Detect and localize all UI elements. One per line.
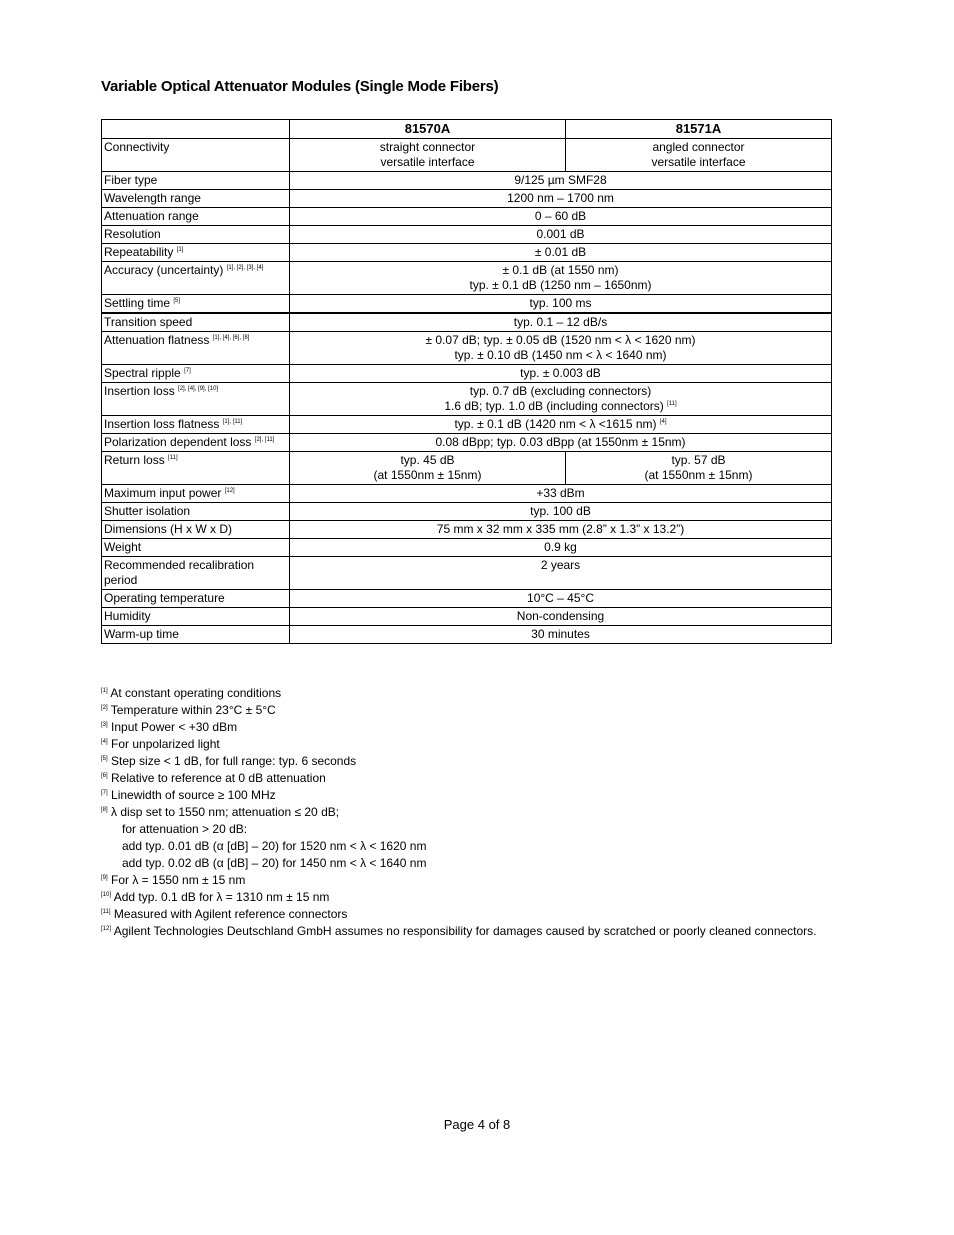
- cell-line: [292, 486, 829, 501]
- cell-text: Non-condensing: [516, 609, 605, 623]
- footnote-reference: [12]: [224, 488, 235, 494]
- cell-text: typ. ± 0.1 dB (1250 nm – 1650nm): [469, 278, 652, 292]
- table-row: [102, 608, 832, 626]
- table-row: [102, 365, 832, 383]
- table-row: [102, 539, 832, 557]
- cell-text: typ. 57 dB: [671, 453, 726, 467]
- value-cell: [290, 557, 832, 590]
- footnote-text: add typ. 0.02 dB (α [dB] – 20) for 1450 nm < λ < 1640 nm: [122, 856, 427, 870]
- table-body: [102, 139, 832, 644]
- header-blank: [102, 120, 290, 139]
- parameter-name: Insertion loss: [104, 384, 175, 398]
- footnote-reference: [11]: [168, 455, 178, 461]
- parameter-cell: [102, 262, 290, 295]
- table-row: [102, 485, 832, 503]
- value-cell-81571a: [566, 139, 832, 172]
- page-title: Variable Optical Attenuator Modules (Single Mode Fibers): [101, 78, 499, 95]
- cell-line: [292, 627, 829, 642]
- footnote-text: Temperature within 23°C ± 5°C: [110, 703, 276, 717]
- cell-text: 9/125 µm SMF28: [514, 173, 607, 187]
- parameter-name: Repeatability: [104, 245, 174, 259]
- cell-line: [292, 558, 829, 573]
- table-row: [102, 190, 832, 208]
- footnote-text: Measured with Agilent reference connectors: [113, 907, 348, 921]
- parameter-name: Polarization dependent loss: [104, 435, 252, 449]
- footnote-text: Relative to reference at 0 dB attenuation: [111, 771, 326, 785]
- cell-text: typ. 100 dB: [530, 504, 591, 518]
- footnote-reference: [11]: [667, 401, 677, 407]
- parameter-name: Return loss: [104, 453, 165, 467]
- cell-line: [292, 245, 829, 260]
- cell-text: typ. 45 dB: [400, 453, 455, 467]
- table-row: [102, 521, 832, 539]
- parameter-cell: [102, 485, 290, 503]
- cell-text: +33 dBm: [536, 486, 585, 500]
- parameter-name: Attenuation range: [104, 209, 199, 223]
- cell-text: straight connector: [379, 140, 476, 154]
- footnote-item: [101, 770, 817, 787]
- value-cell: [290, 295, 832, 314]
- cell-line: [292, 540, 829, 555]
- parameter-name: Attenuation flatness: [104, 333, 210, 347]
- footnote-reference: [7]: [184, 368, 191, 374]
- footnote-reference: [1], [4], [6], [8]: [212, 335, 250, 341]
- parameter-name: Operating temperature: [104, 591, 225, 605]
- cell-text: 30 minutes: [531, 627, 590, 641]
- cell-text: ± 0.01 dB: [534, 245, 587, 259]
- value-cell: [290, 434, 832, 452]
- cell-line: [292, 173, 829, 188]
- cell-text: ± 0.1 dB (at 1550 nm): [502, 263, 619, 277]
- footnote-reference: [5]: [101, 756, 108, 762]
- cell-line: [292, 399, 829, 414]
- footnote-item: [101, 855, 817, 872]
- parameter-name: Connectivity: [104, 140, 170, 154]
- footnotes: [101, 685, 817, 940]
- footnote-text: Input Power < +30 dBm: [111, 720, 238, 734]
- header-81570a: 81570A: [290, 120, 566, 139]
- cell-text: typ. 100 ms: [529, 296, 592, 310]
- cell-text: angled connector: [652, 140, 745, 154]
- parameter-cell: [102, 539, 290, 557]
- footnote-reference: [2], [11]: [254, 437, 275, 443]
- parameter-cell: [102, 244, 290, 262]
- cell-line: [292, 453, 563, 468]
- cell-text: 0 – 60 dB: [534, 209, 587, 223]
- value-cell-81570a: [290, 139, 566, 172]
- cell-line: [292, 348, 829, 363]
- cell-text: 0.9 kg: [544, 540, 577, 554]
- cell-line: [292, 278, 829, 293]
- parameter-name: Spectral ripple: [104, 366, 181, 380]
- footnote-item: [101, 804, 817, 821]
- value-cell: [290, 416, 832, 434]
- specifications-table: [101, 119, 832, 644]
- cell-line: [292, 333, 829, 348]
- table-row: [102, 295, 832, 314]
- parameter-name: Wavelength range: [104, 191, 201, 205]
- cell-line: [292, 591, 829, 606]
- value-cell: [290, 383, 832, 416]
- cell-text: typ. ± 0.1 dB (1420 nm < λ <1615 nm): [454, 417, 657, 431]
- parameter-name: Weight: [104, 540, 142, 554]
- footnote-text: Agilent Technologies Deutschland GmbH assumes no responsibility for damages caused by scratched or poorly cleaned connectors.: [113, 924, 817, 938]
- cell-line: [568, 140, 829, 155]
- footnote-text: for attenuation > 20 dB:: [122, 822, 248, 836]
- footnote-reference: [5]: [173, 298, 181, 304]
- table-row: [102, 208, 832, 226]
- table-row: [102, 226, 832, 244]
- cell-text: 1.6 dB; typ. 1.0 dB (including connectors): [444, 399, 664, 413]
- value-cell: [290, 608, 832, 626]
- parameter-name: Dimensions (H x W x D): [104, 522, 233, 536]
- cell-line: [292, 227, 829, 242]
- footnote-item: [101, 736, 817, 753]
- parameter-name: Resolution: [104, 227, 161, 241]
- cell-text: 0.08 dBpp; typ. 0.03 dBpp (at 1550nm ± 15nm): [435, 435, 686, 449]
- footnote-text: Add typ. 0.1 dB for λ = 1310 nm ± 15 nm: [113, 890, 330, 904]
- cell-line: [292, 140, 563, 155]
- table-row: [102, 452, 832, 485]
- cell-text: (at 1550nm ± 15nm): [644, 468, 753, 482]
- cell-line: [292, 504, 829, 519]
- cell-text: ± 0.07 dB; typ. ± 0.05 dB (1520 nm < λ < 1620 nm): [425, 333, 696, 347]
- table-row: [102, 557, 832, 590]
- parameter-name: Settling time: [104, 296, 171, 310]
- parameter-cell: [102, 365, 290, 383]
- table-row: [102, 244, 832, 262]
- value-cell: [290, 226, 832, 244]
- table-row: [102, 590, 832, 608]
- cell-text: 75 mm x 32 mm x 335 mm (2.8” x 1.3” x 13.2”): [436, 522, 685, 536]
- table-row: [102, 332, 832, 365]
- parameter-name: Accuracy (uncertainty): [104, 263, 224, 277]
- footnote-text: λ disp set to 1550 nm; attenuation ≤ 20 dB;: [111, 805, 340, 819]
- table-row: [102, 383, 832, 416]
- parameter-cell: [102, 521, 290, 539]
- footnote-item: [101, 702, 817, 719]
- cell-text: typ. 0.1 – 12 dB/s: [513, 315, 608, 329]
- value-cell-81570a: [290, 452, 566, 485]
- parameter-name: Recommended recalibration period: [104, 558, 255, 587]
- footnote-reference: [4]: [101, 739, 108, 745]
- footnote-reference: [3]: [101, 722, 108, 728]
- parameter-name: Insertion loss flatness: [104, 417, 220, 431]
- footnote-item: [101, 872, 817, 889]
- footnote-item: [101, 906, 817, 923]
- value-cell: [290, 332, 832, 365]
- value-cell: [290, 485, 832, 503]
- table-row: [102, 313, 832, 332]
- cell-text: 2 years: [540, 558, 581, 572]
- parameter-cell: [102, 332, 290, 365]
- table-row: [102, 503, 832, 521]
- parameter-cell: [102, 503, 290, 521]
- value-cell: [290, 208, 832, 226]
- parameter-cell: [102, 626, 290, 644]
- value-cell: [290, 262, 832, 295]
- value-cell: [290, 365, 832, 383]
- footnote-item: [101, 838, 817, 855]
- footnote-item: [101, 821, 817, 838]
- parameter-cell: [102, 590, 290, 608]
- footnote-item: [101, 889, 817, 906]
- table-row: [102, 262, 832, 295]
- cell-line: [568, 155, 829, 170]
- footnote-reference: [8]: [101, 807, 108, 813]
- footnote-item: [101, 719, 817, 736]
- cell-line: [292, 315, 829, 330]
- parameter-name: Warm-up time: [104, 627, 179, 641]
- cell-line: [292, 191, 829, 206]
- cell-line: [292, 384, 829, 399]
- footnote-reference: [7]: [101, 790, 108, 796]
- parameter-cell: [102, 383, 290, 416]
- parameter-cell: [102, 226, 290, 244]
- cell-text: typ. ± 0.003 dB: [520, 366, 601, 380]
- cell-text: 10°C – 45°C: [527, 591, 594, 605]
- value-cell: [290, 244, 832, 262]
- footnote-item: [101, 787, 817, 804]
- value-cell: [290, 313, 832, 332]
- footnote-item: [101, 923, 817, 940]
- footnote-reference: [4]: [659, 419, 667, 425]
- parameter-name: Maximum input power: [104, 486, 222, 500]
- cell-line: [568, 453, 829, 468]
- cell-line: [292, 263, 829, 278]
- table-header-row: [102, 120, 832, 139]
- parameter-cell: [102, 190, 290, 208]
- value-cell: [290, 626, 832, 644]
- footnote-text: At constant operating conditions: [110, 686, 282, 700]
- value-cell: [290, 190, 832, 208]
- table-row: [102, 139, 832, 172]
- footnote-reference: [1], [11]: [222, 419, 243, 425]
- cell-text: versatile interface: [651, 155, 746, 169]
- page-number: Page 4 of 8: [443, 1117, 511, 1132]
- footnote-reference: [6]: [101, 773, 108, 779]
- parameter-name: Fiber type: [104, 173, 158, 187]
- cell-line: [292, 155, 563, 170]
- parameter-name: Shutter isolation: [104, 504, 191, 518]
- cell-text: typ. 0.7 dB (excluding connectors): [469, 384, 652, 398]
- footnote-reference: [9]: [101, 875, 108, 881]
- value-cell-81571a: [566, 452, 832, 485]
- cell-text: (at 1550nm ± 15nm): [373, 468, 482, 482]
- value-cell: [290, 521, 832, 539]
- cell-line: [292, 468, 563, 483]
- footnote-reference: [2]: [101, 705, 108, 711]
- footnote-reference: [12]: [101, 926, 112, 932]
- parameter-cell: [102, 313, 290, 332]
- cell-line: [292, 522, 829, 537]
- parameter-name: Humidity: [104, 609, 151, 623]
- footnote-reference: [2], [4], [9], [10]: [178, 386, 219, 392]
- cell-text: 0.001 dB: [536, 227, 585, 241]
- table-row: [102, 416, 832, 434]
- value-cell: [290, 172, 832, 190]
- parameter-cell: [102, 557, 290, 590]
- parameter-cell: [102, 208, 290, 226]
- parameter-cell: [102, 172, 290, 190]
- parameter-cell: [102, 608, 290, 626]
- footnote-reference: [1]: [176, 247, 184, 253]
- value-cell: [290, 503, 832, 521]
- cell-line: [292, 417, 829, 432]
- footnote-item: [101, 753, 817, 770]
- header-81571a: 81571A: [566, 120, 832, 139]
- footnote-text: For λ = 1550 nm ± 15 nm: [111, 873, 246, 887]
- parameter-cell: [102, 452, 290, 485]
- parameter-cell: [102, 416, 290, 434]
- cell-line: [292, 609, 829, 624]
- table-row: [102, 434, 832, 452]
- footnote-reference: [1]: [101, 688, 108, 694]
- footnote-text: For unpolarized light: [111, 737, 220, 751]
- footnote-reference: [1], [2], [3], [4]: [226, 265, 264, 271]
- parameter-cell: [102, 295, 290, 314]
- parameter-cell: [102, 434, 290, 452]
- footnote-reference: [11]: [101, 909, 111, 915]
- cell-line: [568, 468, 829, 483]
- table-row: [102, 626, 832, 644]
- footnote-text: Linewidth of source ≥ 100 MHz: [111, 788, 276, 802]
- footnote-text: add typ. 0.01 dB (α [dB] – 20) for 1520 nm < λ < 1620 nm: [122, 839, 427, 853]
- cell-line: [292, 296, 829, 311]
- table-row: [102, 172, 832, 190]
- cell-line: [292, 209, 829, 224]
- parameter-cell: [102, 139, 290, 172]
- parameter-name: Transition speed: [104, 315, 193, 329]
- cell-text: 1200 nm – 1700 nm: [507, 191, 614, 205]
- cell-text: typ. ± 0.10 dB (1450 nm < λ < 1640 nm): [454, 348, 667, 362]
- footnote-item: [101, 685, 817, 702]
- cell-line: [292, 366, 829, 381]
- value-cell: [290, 539, 832, 557]
- value-cell: [290, 590, 832, 608]
- footnote-reference: [10]: [101, 892, 112, 898]
- cell-text: versatile interface: [380, 155, 475, 169]
- footnote-text: Step size < 1 dB, for full range: typ. 6 seconds: [111, 754, 357, 768]
- cell-line: [292, 435, 829, 450]
